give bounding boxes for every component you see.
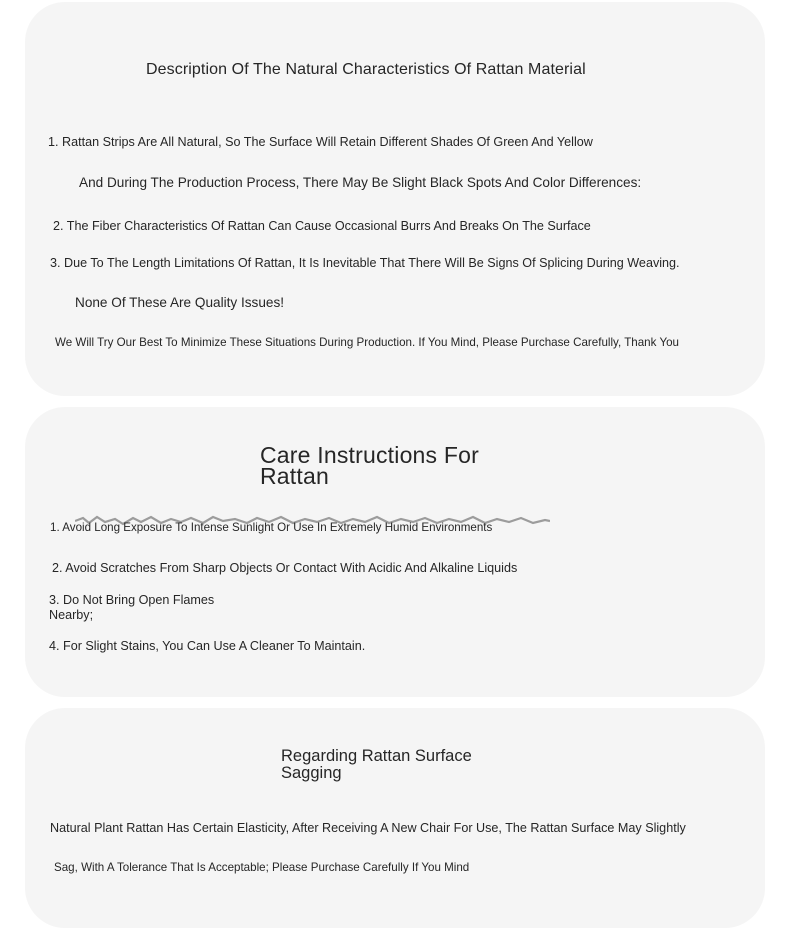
care-item-3: 3. Do Not Bring Open Flames Nearby; <box>49 593 215 622</box>
quality-note: None Of These Are Quality Issues! <box>75 295 285 310</box>
surface-sagging-card <box>25 708 765 928</box>
sagging-line-2: Sag, With A Tolerance That Is Acceptable; Please Purchase Carefully If You Mind <box>54 861 470 874</box>
sagging-line-1: Natural Plant Rattan Has Certain Elasticity, After Receiving A New Chair For Use, The Rattan Surface May Slightly <box>50 821 686 835</box>
care-instructions-title: Care Instructions For Rattan <box>260 442 479 489</box>
characteristic-line-1: 1. Rattan Strips Are All Natural, So The Surface Will Retain Different Shades Of Green And Yellow <box>48 135 593 149</box>
surface-sagging-title: Regarding Rattan Surface Sagging <box>281 747 472 782</box>
purchase-footer-note: We Will Try Our Best To Minimize These Situations During Production. If You Mind, Please Purchase Carefully, Thank You <box>55 336 680 349</box>
characteristic-line-2: 2. The Fiber Characteristics Of Rattan Can Cause Occasional Burrs And Breaks On The Surface <box>53 219 591 233</box>
care-instructions-card <box>25 407 765 697</box>
care-item-1: 1. Avoid Long Exposure To Intense Sunlight Or Use In Extremely Humid Environments <box>50 521 493 534</box>
natural-characteristics-title: Description Of The Natural Characteristics Of Rattan Material <box>146 61 586 78</box>
care-item-2: 2. Avoid Scratches From Sharp Objects Or Contact With Acidic And Alkaline Liquids <box>52 561 518 575</box>
characteristic-line-3: 3. Due To The Length Limitations Of Rattan, It Is Inevitable That There Will Be Signs Of Splicing During Weaving. <box>50 256 680 270</box>
care-item-4: 4. For Slight Stains, You Can Use A Cleaner To Maintain. <box>49 639 366 653</box>
characteristic-line-1-continued: And During The Production Process, There May Be Slight Black Spots And Color Differences: <box>79 175 642 190</box>
natural-characteristics-card <box>25 2 765 396</box>
